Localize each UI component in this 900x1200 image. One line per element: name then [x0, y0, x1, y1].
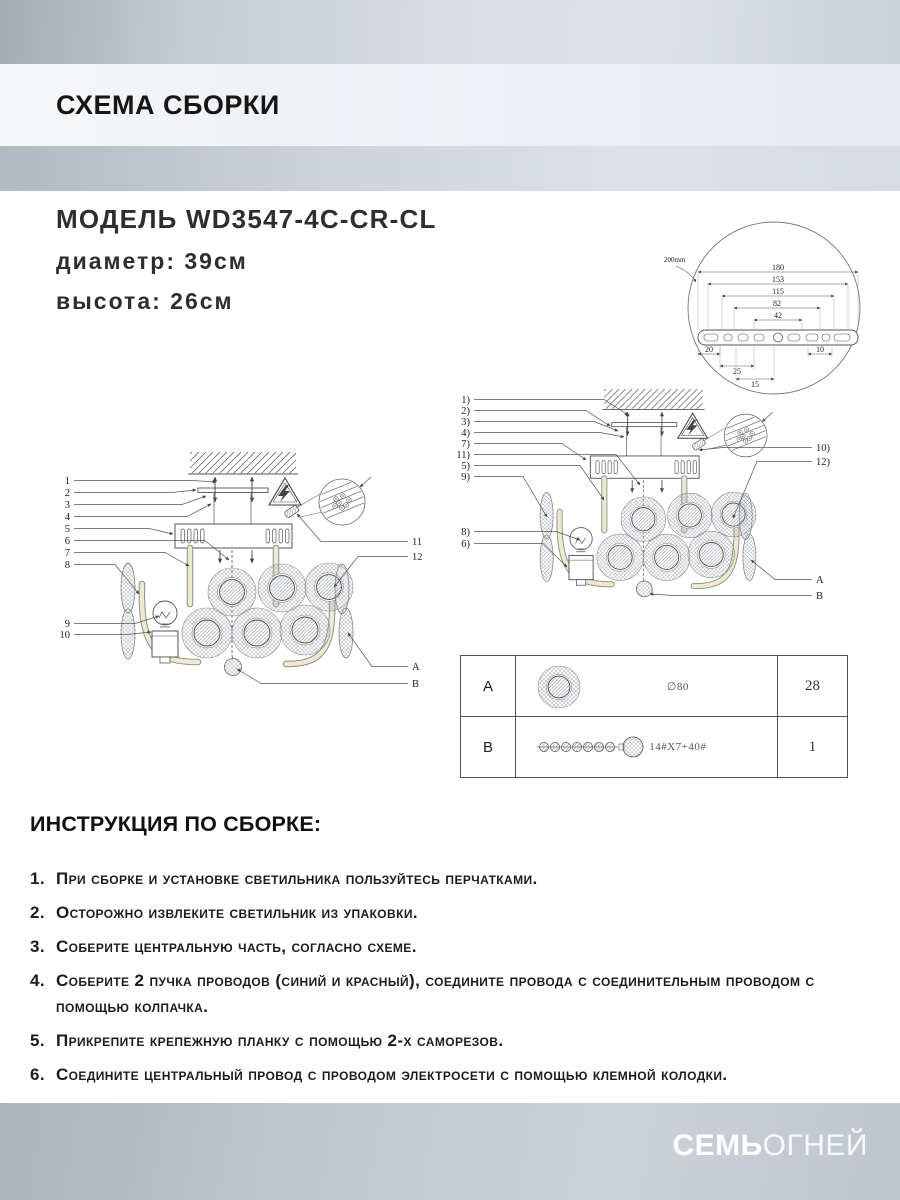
sub-decor-band — [0, 146, 900, 191]
part-letter: A — [461, 656, 516, 716]
callout-label: 5) — [461, 461, 470, 472]
instruction-item: 3. Соберите центральную часть, согласно схеме. — [30, 937, 417, 956]
callout-label: 3 — [64, 500, 70, 511]
warning-lightning-icon — [678, 413, 708, 438]
instruction-item: 5. Прикрепите крепежную планку с помощью 2-х саморезов. — [30, 1031, 504, 1050]
model-diameter: диаметр: 39см — [56, 248, 248, 274]
parts-row-a — [461, 656, 847, 716]
chandelier-assembly-diagram-left — [40, 390, 450, 710]
dimension-value: 82 — [773, 299, 781, 308]
mounting-plate-dimension-drawing — [662, 214, 880, 400]
wire-connector — [284, 505, 299, 519]
callout-label: B — [412, 679, 420, 690]
instruction-item: 1. При сборке и установке светильника пользуйтесь перчатками. — [30, 869, 538, 888]
dimension-value: 153 — [772, 275, 784, 284]
connection-detail-circle — [703, 412, 773, 457]
callout-label: 2) — [461, 406, 470, 417]
canopy — [175, 524, 292, 548]
ceiling-hatch — [188, 452, 298, 474]
model-height: высота: 26см — [56, 288, 234, 314]
callout-label: 7) — [461, 439, 470, 450]
callout-label: 5 — [64, 524, 70, 535]
callout-label: 4 — [64, 512, 70, 523]
part-spec: ∅80 — [666, 680, 689, 693]
wire-connector — [692, 438, 706, 451]
dimension-value: 115 — [772, 287, 784, 296]
parts-row-b — [461, 716, 847, 777]
warning-lightning-icon — [269, 478, 301, 505]
callout-label: 11) — [456, 450, 470, 461]
part-qty: 28 — [805, 677, 820, 694]
bead-drop — [636, 579, 652, 597]
dimension-value: 10 — [816, 345, 824, 354]
part-qty: 1 — [808, 738, 817, 755]
callout-label: 1) — [461, 395, 470, 406]
mounting-bar — [198, 477, 268, 502]
dimension-value: 180 — [772, 263, 784, 272]
dimension-value: 20 — [705, 345, 713, 354]
dimension-value: 42 — [774, 311, 782, 320]
callout-label: 10) — [816, 443, 830, 454]
callout-label: 10 — [59, 630, 70, 641]
callout-label: 1 — [64, 476, 70, 487]
callout-label: 6) — [461, 539, 470, 550]
top-decor-band — [0, 0, 900, 64]
footer — [0, 1103, 900, 1200]
chandelier-assembly-diagram-right — [440, 383, 860, 655]
callout-label: 12 — [412, 552, 423, 563]
callout-label: A — [412, 662, 420, 673]
offset-label: 200mm — [664, 256, 686, 264]
instruction-item: 4. Соберите 2 пучка проводов (синий и красный), соедините провода с соединительным проводом с помощью колпачка. — [30, 971, 815, 1016]
callout-label: 6 — [64, 536, 70, 547]
callout-label: 11 — [412, 537, 423, 548]
callout-label: 8 — [64, 560, 70, 571]
light-bulb — [153, 601, 177, 627]
parts-table — [460, 655, 848, 778]
callout-label: 4) — [461, 428, 470, 439]
canopy — [590, 456, 699, 478]
part-letter: B — [461, 717, 516, 777]
mounting-plate — [698, 330, 858, 345]
callout-label: B — [816, 591, 824, 602]
bead-drop — [225, 656, 242, 676]
light-bulb — [570, 528, 592, 552]
ceiling-hatch — [602, 389, 704, 409]
connection-detail-circle — [296, 477, 371, 525]
bead-chain-icon — [534, 730, 654, 764]
callout-label: 12) — [816, 457, 830, 468]
model-name: МОДЕЛЬ WD3547-4C-CR-CL — [56, 204, 437, 234]
part-spec: 14#X7+40# — [649, 741, 707, 753]
header — [0, 64, 900, 146]
instructions-list — [30, 866, 876, 1096]
crystal-disc-icon — [534, 661, 584, 711]
page-title: СХЕМА СБОРКИ — [56, 89, 280, 120]
instruction-item: 2. Осторожно извлеките светильник из упаковки. — [30, 903, 418, 922]
callout-label: 9 — [64, 619, 70, 630]
callout-label: 7 — [64, 548, 70, 559]
callout-label: A — [816, 575, 824, 586]
callout-label: 9) — [461, 472, 470, 483]
dimension-value: 15 — [751, 380, 759, 389]
callout-label: 2 — [64, 488, 70, 499]
mounting-bar — [612, 412, 677, 435]
model-info — [56, 204, 437, 315]
dimension-value: 25 — [733, 367, 741, 376]
instructions-heading: ИНСТРУКЦИЯ ПО СБОРКЕ: — [30, 812, 322, 836]
instruction-item: 6. Соедините центральный провод с проводом электросети с помощью клемной колодки. — [30, 1065, 728, 1084]
brand-logo: СЕМЬОГНЕЙ — [672, 1129, 868, 1162]
callout-label: 8) — [461, 527, 470, 538]
callout-label: 3) — [461, 417, 470, 428]
